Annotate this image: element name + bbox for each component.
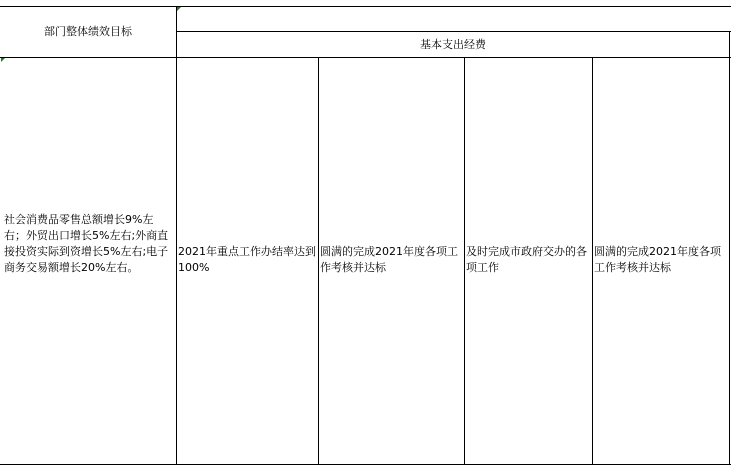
grid-line-col3 xyxy=(464,57,465,465)
basic-expense-header[interactable] xyxy=(177,32,729,57)
table-cell-1[interactable] xyxy=(178,244,316,276)
grid-line-col1 xyxy=(176,6,177,465)
dept-goal-header-label: 部门整体绩效目标 xyxy=(44,24,132,38)
dept-goal-text: 社会消费品零售总额增长9%左右；外贸出口增长5%左右;外商直接投资实际到资增长5%左右;电子商务交易额增长20%左右。 xyxy=(4,213,169,274)
grid-line-col5 xyxy=(729,31,730,465)
cell-marker xyxy=(1,58,5,62)
cell-text: 圆满的完成2021年度各项工作考核并达标 xyxy=(320,245,458,274)
grid-line-col2 xyxy=(318,57,319,465)
cell-text: 圆满的完成2021年度各项工作考核并达标 xyxy=(594,245,721,274)
table-cell-2[interactable] xyxy=(320,244,462,276)
table-cell-3[interactable] xyxy=(466,244,590,276)
dept-goal-header[interactable] xyxy=(0,6,176,57)
cell-text: 2021年重点工作办结率达到100% xyxy=(178,245,316,274)
table-cell-4[interactable] xyxy=(594,244,727,276)
dept-goal-cell[interactable] xyxy=(4,212,174,276)
cell-marker xyxy=(177,7,181,11)
grid-line-col4 xyxy=(592,57,593,465)
basic-expense-header-label: 基本支出经费 xyxy=(420,37,486,51)
cell-text: 及时完成市政府交办的各项工作 xyxy=(466,245,587,274)
grid-line-header-bottom xyxy=(0,57,731,58)
grid-line-bottom xyxy=(0,464,731,465)
